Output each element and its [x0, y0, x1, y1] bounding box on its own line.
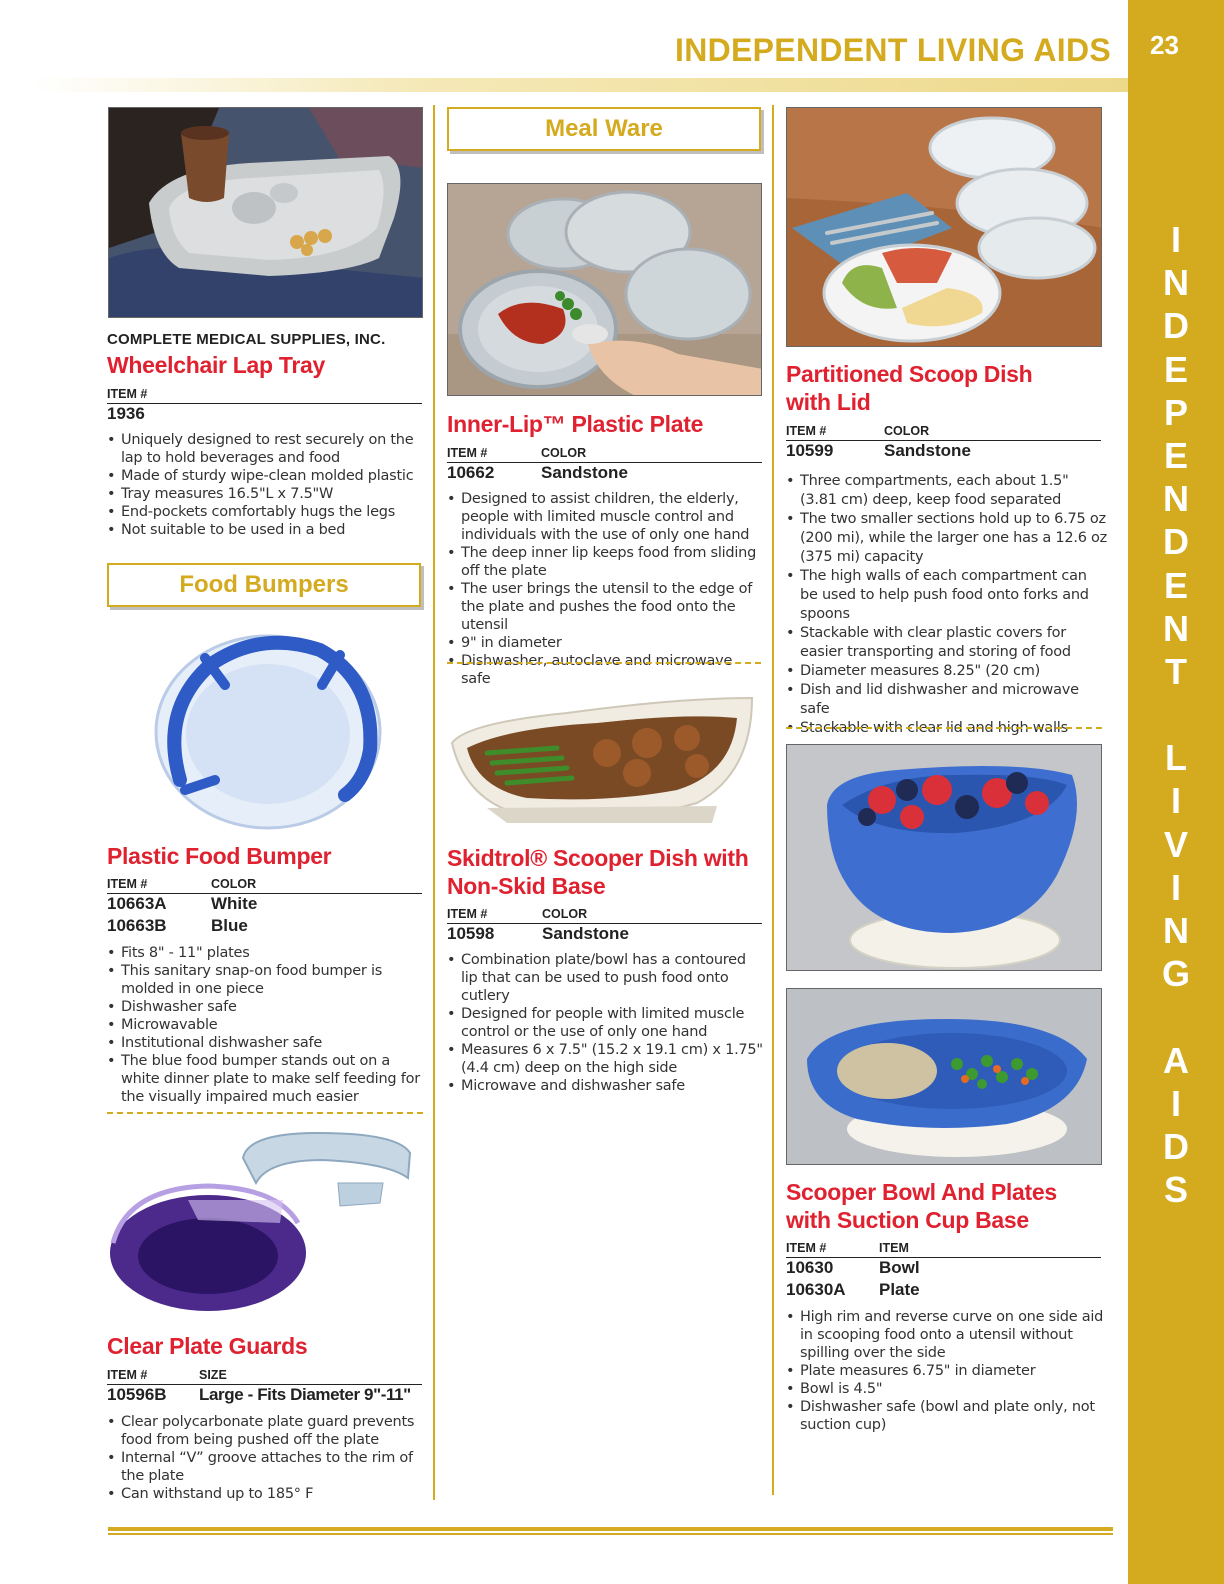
- feature-bullet: • Dish and lid dishwasher and microwave safe: [786, 681, 1108, 719]
- feature-bullet: • Dishwasher, autoclave and microwave safe: [447, 652, 765, 688]
- column-divider: [772, 105, 774, 1495]
- feature-bullet: • Microwave and dishwasher safe: [447, 1077, 765, 1095]
- feature-bullet: • Three compartments, each about 1.5" (3.81 cm) deep, keep food separated: [786, 472, 1108, 510]
- vertical-title-letter: E: [1163, 348, 1188, 390]
- spec-header-row: [107, 384, 422, 404]
- item-number: 10663B: [107, 916, 167, 935]
- vertical-title-letter: D: [1163, 305, 1189, 347]
- feature-bullet: • Diameter measures 8.25" (20 cm): [786, 662, 1108, 681]
- dashed-divider: [107, 1112, 423, 1114]
- vertical-title-letter: D: [1163, 521, 1189, 563]
- section-heading-food-bumpers: Food Bumpers: [107, 563, 421, 607]
- item-number: 1936: [107, 404, 145, 423]
- vertical-title-letter: N: [1163, 607, 1189, 649]
- dashed-divider: [786, 727, 1102, 729]
- feature-bullet: • Uniquely designed to rest securely on the lap to hold beverages and food: [107, 431, 425, 467]
- item-number: 10598: [447, 924, 495, 943]
- spec-header-row: [107, 1365, 422, 1385]
- item-name-header: ITEM: [879, 1241, 909, 1255]
- vertical-title-letter: L: [1165, 737, 1187, 779]
- spec-value-row: [107, 916, 422, 938]
- vertical-title-letter: I: [1170, 1082, 1181, 1124]
- spec-value-row: [107, 894, 422, 916]
- vertical-title-letter: E: [1163, 434, 1188, 476]
- vendor-name: COMPLETE MEDICAL SUPPLIES, INC.: [107, 331, 386, 348]
- item-number-header: ITEM #: [786, 424, 827, 438]
- feature-bullet: • The two smaller sections hold up to 6.75 oz (200 mi), while the larger one has a 12.6 oz (375 mi) capacity: [786, 510, 1108, 567]
- item-number-header: ITEM #: [107, 387, 148, 401]
- vertical-title-letter: I: [1170, 866, 1181, 908]
- feature-list-inner-lip-plate: [447, 490, 765, 688]
- feature-bullet: • Designed to assist children, the elderly, people with limited muscle control and individuals with the use of only one hand: [447, 490, 765, 544]
- item-number: 10630A: [786, 1280, 846, 1299]
- item-number-header: ITEM #: [447, 907, 488, 921]
- feature-bullet: • The deep inner lip keeps food from sliding off the plate: [447, 544, 765, 580]
- feature-bullet: • Designed for people with limited muscle control or the use of only one hand: [447, 1005, 765, 1041]
- plate-guards-image: [108, 1128, 413, 1318]
- product-title-lap-tray: Wheelchair Lap Tray: [107, 352, 325, 378]
- vertical-title-letter: S: [1163, 1169, 1188, 1211]
- feature-bullet: • Plate measures 6.75" in diameter: [786, 1362, 1104, 1380]
- color-value: Sandstone: [541, 463, 628, 482]
- spec-value-row: [786, 1280, 1101, 1302]
- vertical-title-letter: A: [1163, 1039, 1189, 1081]
- feature-bullet: • Clear polycarbonate plate guard prevents food from being pushed off the plate: [107, 1413, 425, 1449]
- vertical-section-title: [1150, 218, 1202, 1211]
- item-number: 10599: [786, 441, 834, 460]
- spec-value-row: [786, 441, 1101, 463]
- item-number-header: ITEM #: [107, 877, 148, 891]
- vertical-title-letter: V: [1163, 823, 1188, 865]
- item-number-header: ITEM #: [447, 446, 488, 460]
- feature-bullet: • The user brings the utensil to the edge of the plate and pushes the food onto the utensil: [447, 580, 765, 634]
- item-number: 10663A: [107, 894, 167, 913]
- color-value: Blue: [211, 916, 248, 935]
- feature-bullet: • Dishwasher safe: [107, 998, 425, 1016]
- item-number: 10596B: [107, 1385, 167, 1404]
- footer-rule: [108, 1527, 1113, 1531]
- vertical-title-letter: [1150, 995, 1202, 1038]
- feature-list-plate-guards: [107, 1413, 425, 1503]
- feature-bullet: • High rim and reverse curve on one side aid in scooping food onto a utensil without spilling over the side: [786, 1308, 1104, 1362]
- feature-bullet: • End-pockets comfortably hugs the legs: [107, 503, 425, 521]
- feature-bullet: • Tray measures 16.5"L x 7.5"W: [107, 485, 425, 503]
- feature-bullet: • Internal “V” groove attaches to the rim of the plate: [107, 1449, 425, 1485]
- vertical-title-letter: G: [1161, 953, 1190, 995]
- spec-value-row: [107, 1385, 425, 1407]
- product-title-plate-guards: Clear Plate Guards: [107, 1333, 308, 1359]
- color-value: White: [211, 894, 258, 913]
- feature-bullet: • Made of sturdy wipe-clean molded plastic: [107, 467, 425, 485]
- partitioned-scoop-dish-image: [786, 107, 1102, 347]
- page-number: 23: [1150, 30, 1179, 60]
- spec-header-row: [786, 1238, 1101, 1258]
- item-number-header: ITEM #: [107, 1368, 148, 1382]
- item-number-header: ITEM #: [786, 1241, 827, 1255]
- item-number: 10630: [786, 1258, 834, 1277]
- color-header: COLOR: [542, 907, 588, 921]
- feature-list-scoop-dish: [786, 472, 1108, 738]
- feature-bullet: • Combination plate/bowl has a contoured lip that can be used to push food onto cutlery: [447, 951, 765, 1005]
- lap-tray-image: [108, 107, 423, 318]
- color-header: COLOR: [211, 877, 257, 891]
- feature-list-food-bumper: [107, 944, 425, 1106]
- vertical-title-letter: T: [1165, 650, 1187, 692]
- feature-bullet: • Dishwasher safe (bowl and plate only, not suction cup): [786, 1398, 1104, 1434]
- feature-bullet: • Not suitable to be used in a bed: [107, 521, 425, 539]
- vertical-title-letter: D: [1163, 1125, 1189, 1167]
- feature-list-skidtrol: [447, 951, 765, 1095]
- vertical-title-letter: E: [1163, 564, 1188, 606]
- vertical-title-letter: N: [1163, 478, 1189, 520]
- spec-header-row: [786, 421, 1101, 441]
- scooper-bowl-image: [786, 744, 1102, 971]
- food-bumper-image: [150, 630, 385, 830]
- feature-bullet: • Stackable with clear plastic covers for easier transporting and storing of food: [786, 624, 1108, 662]
- size-value: Large - Fits Diameter 9"-11": [199, 1385, 411, 1404]
- spec-value-row: [107, 404, 422, 426]
- skidtrol-dish-image: [447, 678, 757, 828]
- product-title-scoop-dish-line2: with Lid: [786, 389, 871, 415]
- item-number: 10662: [447, 463, 495, 482]
- dashed-divider: [447, 662, 761, 664]
- color-header: COLOR: [541, 446, 587, 460]
- feature-bullet: • Institutional dishwasher safe: [107, 1034, 425, 1052]
- product-title-scoop-dish-line1: Partitioned Scoop Dish: [786, 361, 1033, 387]
- vertical-title-letter: N: [1163, 910, 1189, 951]
- page-header-title: INDEPENDENT LIVING AIDS: [675, 32, 1111, 68]
- vertical-title-letter: I: [1170, 219, 1181, 260]
- feature-bullet: • Can withstand up to 185° F: [107, 1485, 425, 1503]
- product-title-inner-lip-plate: Inner-Lip™ Plastic Plate: [447, 411, 704, 437]
- vertical-title-letter: N: [1163, 262, 1189, 304]
- footer-rule-thin: [108, 1533, 1113, 1535]
- header-gradient-rule: [30, 78, 1128, 92]
- color-value: Sandstone: [884, 441, 971, 460]
- product-title-scooper-bowl-line1: Scooper Bowl And Plates: [786, 1179, 1057, 1205]
- size-header: SIZE: [199, 1368, 227, 1382]
- item-name: Bowl: [879, 1258, 920, 1277]
- section-heading-meal-ware: Meal Ware: [447, 107, 761, 151]
- spec-header-row: [107, 874, 422, 894]
- color-header: COLOR: [884, 424, 930, 438]
- inner-lip-plate-image: [447, 183, 762, 396]
- spec-header-row: [447, 904, 762, 924]
- spec-value-row: [786, 1258, 1101, 1280]
- feature-bullet: • Microwavable: [107, 1016, 425, 1034]
- item-name: Plate: [879, 1280, 920, 1299]
- feature-bullet: • The high walls of each compartment can be used to help push food onto forks and spoons: [786, 567, 1108, 624]
- product-title-skidtrol-line2: Non-Skid Base: [447, 873, 606, 899]
- feature-bullet: • Bowl is 4.5": [786, 1380, 1104, 1398]
- vertical-title-letter: I: [1170, 780, 1181, 822]
- color-value: Sandstone: [542, 924, 629, 943]
- feature-bullet: • Measures 6 x 7.5" (15.2 x 19.1 cm) x 1.75" (4.4 cm) deep on the high side: [447, 1041, 765, 1077]
- feature-bullet: • The blue food bumper stands out on a white dinner plate to make self feeding for the visually impaired much easier: [107, 1052, 425, 1106]
- spec-value-row: [447, 924, 762, 946]
- spec-value-row: [447, 463, 762, 485]
- feature-list-scooper-bowl: [786, 1308, 1104, 1434]
- vertical-title-letter: P: [1163, 391, 1188, 433]
- vertical-title-letter: [1150, 693, 1202, 736]
- product-title-food-bumper: Plastic Food Bumper: [107, 843, 332, 869]
- spec-header-row: [447, 443, 762, 463]
- scooper-plate-image: [786, 988, 1102, 1165]
- column-divider: [433, 105, 435, 1500]
- feature-bullet: • Stackable with clear lid and high walls: [786, 719, 1108, 738]
- feature-bullet: • Fits 8" - 11" plates: [107, 944, 425, 962]
- feature-bullet: • This sanitary snap-on food bumper is molded in one piece: [107, 962, 425, 998]
- product-title-skidtrol-line1: Skidtrol® Scooper Dish with: [447, 845, 749, 871]
- feature-bullet: • 9" in diameter: [447, 634, 765, 652]
- product-title-scooper-bowl-line2: with Suction Cup Base: [786, 1207, 1029, 1233]
- feature-list-lap-tray: [107, 431, 425, 539]
